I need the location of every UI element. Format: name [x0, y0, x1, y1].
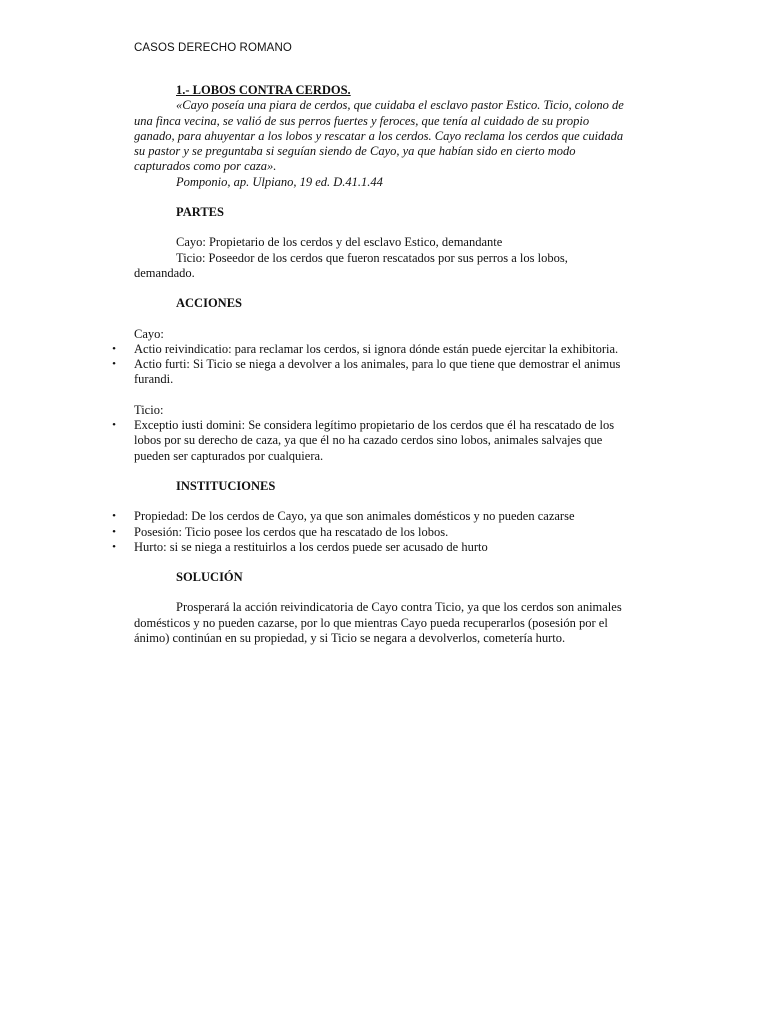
- case-quote: «Cayo poseía una piara de cerdos, que cuidaba el esclavo pastor Estico. Ticio, colono de una finca vecina, se valió de sus perros fuertes y feroces, que tenía al cuidado de su propio ganado, para ahuyentar a los lobos y rescatar a los cerdos. Cayo reclama los cerdos que cuidada su pastor y se preguntaba si seguían siendo de Cayo, ya que habían sido en cierto modo capturados como por caza».: [134, 98, 624, 174]
- partes-cayo: Cayo: Propietario de los cerdos y del esclavo Estico, demandante: [176, 235, 503, 250]
- list-item: • Actio furti: Si Ticio se niega a devolver a los animales, para lo que tiene que demostrar el animus furandi.: [134, 357, 624, 388]
- acciones-ticio-list: [112, 418, 624, 464]
- list-item: • Actio reivindicatio: para reclamar los cerdos, si ignora dónde están puede ejercitar la exhibitoria.: [134, 342, 624, 357]
- partes-ticio: Ticio: Poseedor de los cerdos que fueron rescatados por sus perros a los lobos, demandado.: [134, 250, 568, 280]
- case-title: 1.- LOBOS CONTRA CERDOS.: [176, 83, 351, 97]
- list-item: • Posesión: Ticio posee los cerdos que ha rescatado de los lobos.: [134, 525, 624, 540]
- list-item: • Exceptio iusti domini: Se considera legítimo propietario de los cerdos que él ha rescatado de los lobos por su derecho de caza, ya que él no ha cazado cerdos sino lobos, animales salvajes que pueden ser capturados por cualquiera.: [134, 418, 624, 464]
- document-body: [112, 83, 624, 646]
- bullet-icon: •: [112, 540, 116, 553]
- instituciones-list: [112, 509, 624, 555]
- instituciones-heading: INSTITUCIONES: [176, 478, 276, 493]
- bullet-icon: •: [112, 419, 116, 432]
- acciones-heading: ACCIONES: [176, 296, 242, 311]
- list-item: • Hurto: si se niega a restituirlos a los cerdos puede ser acusado de hurto: [134, 540, 624, 555]
- acciones-cayo-label: Cayo:: [134, 326, 164, 341]
- acciones-ticio-label: Ticio:: [134, 402, 164, 417]
- bullet-icon: •: [112, 342, 116, 355]
- acciones-cayo-list: [112, 341, 624, 388]
- case-source: Pomponio, ap. Ulpiano, 19 ed. D.41.1.44: [176, 174, 383, 189]
- partes-heading: PARTES: [176, 205, 224, 220]
- bullet-icon: •: [112, 358, 116, 371]
- solucion-text: Prosperará la acción reivindicatoria de Cayo contra Ticio, ya que los cerdos son animales domésticos y no pueden cazarse, por lo que mientras Cayo pueda recuperarlos (posesión por el ánimo) continúan en su propiedad, y si Ticio se negara a devolverlos, cometería hurto.: [134, 600, 622, 646]
- list-item: • Propiedad: De los cerdos de Cayo, ya que son animales domésticos y no pueden cazarse: [134, 509, 624, 524]
- bullet-icon: •: [112, 510, 116, 523]
- solucion-heading: SOLUCIÓN: [176, 570, 243, 585]
- bullet-icon: •: [112, 525, 116, 538]
- page-header: CASOS DERECHO ROMANO: [134, 42, 292, 54]
